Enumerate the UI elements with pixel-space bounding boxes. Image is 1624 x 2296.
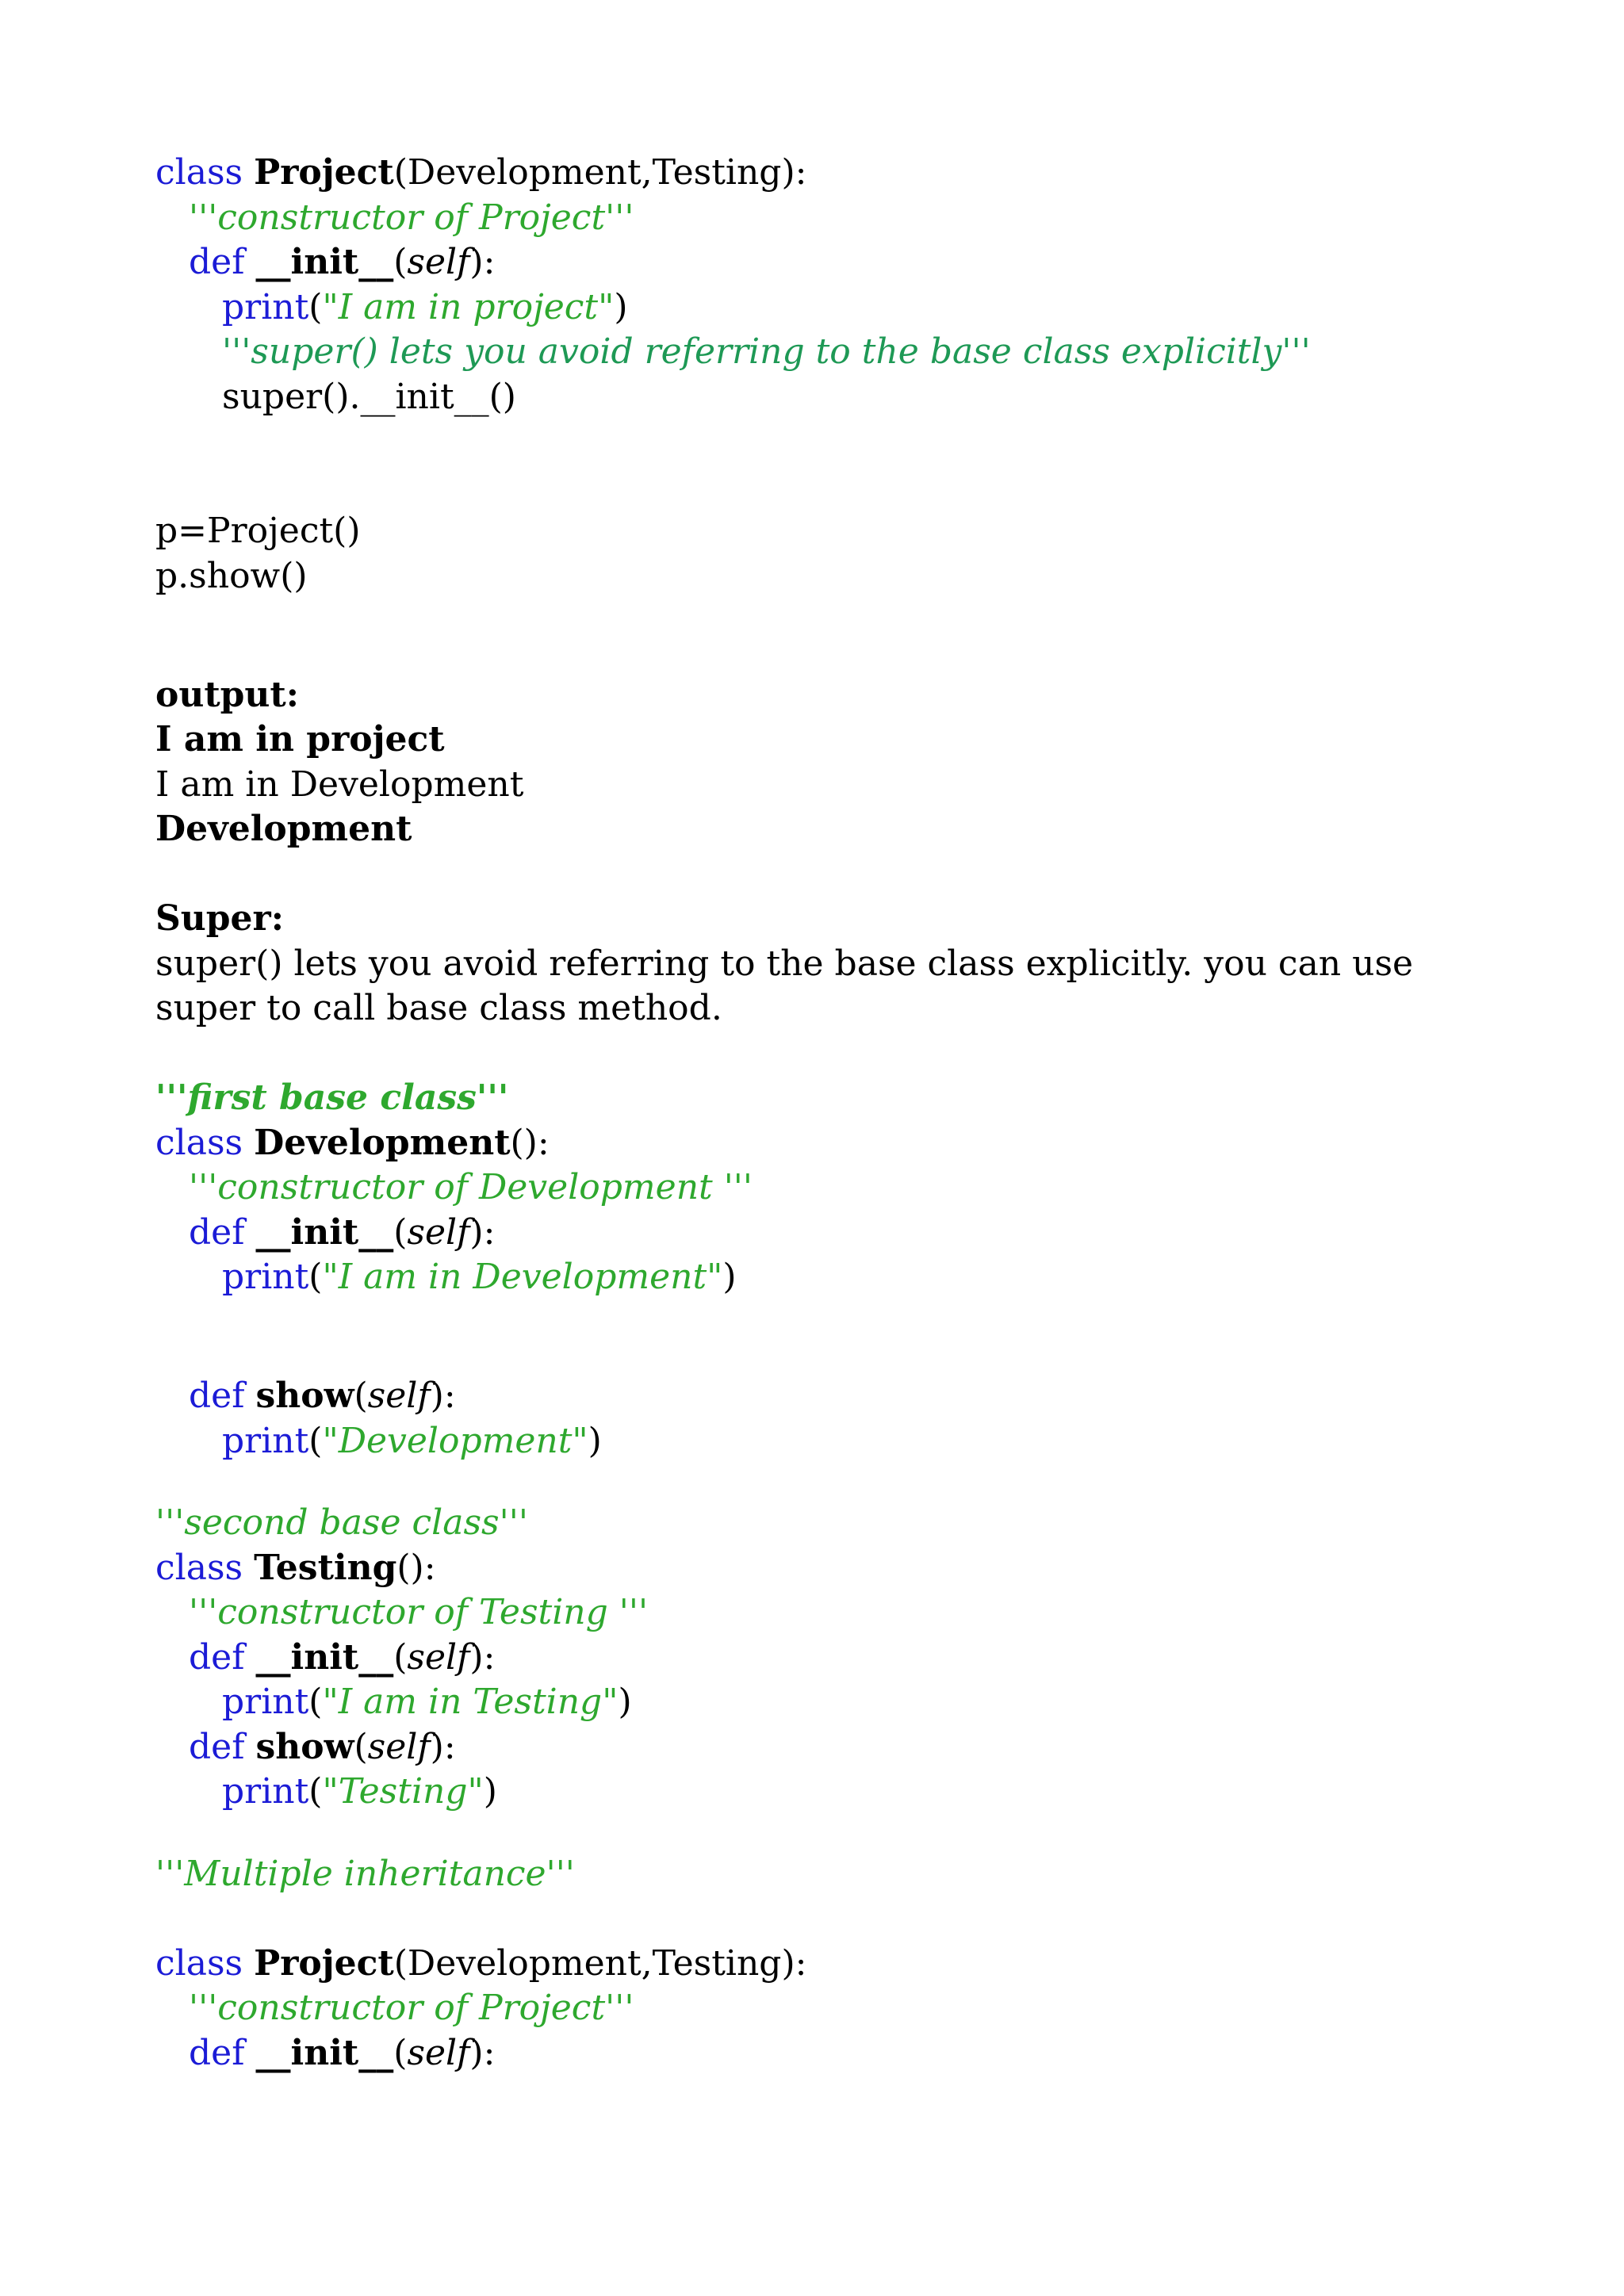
spacer	[155, 599, 1503, 644]
method-name: __init__	[255, 1636, 394, 1678]
paren: )	[618, 1682, 632, 1722]
paren: (	[308, 286, 323, 327]
paren: ):	[430, 1726, 456, 1767]
code-line-docstring	[155, 1986, 1503, 2031]
keyword-class: class	[155, 1547, 243, 1588]
docstring: '''constructor of Development '''	[189, 1167, 753, 1207]
method-name: show	[255, 1376, 354, 1416]
code-line-def-init	[155, 2031, 1503, 2076]
paren: (	[393, 242, 408, 282]
comment: '''first base class'''	[155, 1077, 509, 1118]
spacer	[155, 465, 1503, 510]
keyword-def: def	[189, 1211, 245, 1253]
paren: (	[354, 1726, 368, 1767]
keyword-class: class	[155, 152, 243, 193]
code-line-def-init	[155, 240, 1503, 285]
spacer	[155, 1300, 1503, 1345]
super-paragraph: super() lets you avoid referring to the base class explicitly. you can use super to call base class method.	[155, 943, 1414, 1028]
code-line-print	[155, 1680, 1503, 1725]
code-line-super-doc	[155, 330, 1503, 375]
paren: (	[393, 2032, 408, 2073]
paren: )	[614, 286, 628, 327]
self-arg: self	[407, 1211, 470, 1253]
keyword-def: def	[189, 2032, 245, 2073]
keyword-print: print	[222, 1257, 309, 1297]
class-name: Project	[254, 152, 394, 193]
code-line-super-call	[155, 375, 1503, 420]
keyword-print: print	[222, 1682, 309, 1722]
string-literal: "I am in Development"	[322, 1257, 723, 1297]
code-line-instantiate	[155, 509, 1503, 554]
spacer	[155, 644, 1503, 673]
output-line: Development	[155, 809, 412, 849]
self-arg: self	[367, 1376, 431, 1416]
method-name: show	[255, 1726, 354, 1767]
paren: ):	[469, 242, 496, 282]
paren: (	[308, 1771, 323, 1812]
keyword-print: print	[222, 1771, 309, 1812]
code-line-print	[155, 285, 1503, 331]
paren: ):	[469, 2032, 496, 2073]
code-line-class-testing	[155, 1546, 1503, 1591]
keyword-print: print	[222, 1420, 309, 1461]
self-arg: self	[367, 1726, 431, 1767]
spacer	[155, 1815, 1503, 1852]
code-line-class-development	[155, 1121, 1503, 1166]
code-comment-line	[155, 1852, 1503, 1897]
code-line-def-init	[155, 1211, 1503, 1256]
paren: (	[308, 1420, 323, 1461]
string-literal: "Testing"	[322, 1771, 484, 1812]
super-heading: Super:	[155, 898, 284, 939]
comment: '''Multiple inheritance'''	[155, 1853, 575, 1894]
keyword-def: def	[189, 1376, 245, 1416]
docstring: '''constructor of Project'''	[189, 1988, 634, 2028]
self-arg: self	[407, 242, 470, 282]
spacer	[155, 852, 1503, 897]
paren: ):	[430, 1376, 456, 1416]
code-comment-line	[155, 1076, 1503, 1121]
spacer	[155, 1031, 1503, 1077]
self-arg: self	[407, 2032, 470, 2073]
code-line-print	[155, 1255, 1503, 1300]
code-line-def-show	[155, 1374, 1503, 1419]
docstring: '''super() lets you avoid referring to the base class explicitly'''	[222, 331, 1311, 372]
method-name: __init__	[255, 2032, 394, 2073]
class-name: Development	[254, 1122, 511, 1163]
code-line-def-init	[155, 1636, 1503, 1681]
class-tail: ():	[510, 1122, 550, 1163]
class-tail: ():	[396, 1547, 436, 1588]
string-literal: "I am in project"	[322, 286, 615, 327]
class-bases: (Development,Testing):	[393, 1942, 807, 1984]
code-line-docstring	[155, 196, 1503, 241]
spacer	[155, 1345, 1503, 1374]
string-literal: "Development"	[322, 1420, 588, 1461]
class-bases: (Development,Testing):	[393, 152, 807, 193]
class-name: Testing	[254, 1547, 397, 1588]
code-line-def-show	[155, 1725, 1503, 1770]
usage-line: p.show()	[155, 555, 308, 596]
keyword-def: def	[189, 242, 245, 282]
paren: ):	[469, 1211, 496, 1253]
method-name: __init__	[255, 242, 394, 282]
paren: (	[308, 1257, 323, 1297]
self-arg: self	[407, 1636, 470, 1678]
paren: )	[588, 1420, 602, 1461]
class-name: Project	[254, 1942, 394, 1984]
code-comment-line	[155, 1501, 1503, 1546]
usage-line: p=Project()	[155, 511, 361, 551]
super-call: super().__init__()	[222, 376, 516, 417]
spacer	[155, 419, 1503, 465]
docstring: '''constructor of Project'''	[189, 197, 634, 238]
spacer	[155, 1464, 1503, 1501]
method-name: __init__	[255, 1211, 394, 1253]
keyword-class: class	[155, 1942, 243, 1984]
output-line: I am in Development	[155, 763, 524, 805]
paren: (	[393, 1211, 408, 1253]
spacer	[155, 1896, 1503, 1942]
docstring: '''constructor of Testing '''	[189, 1592, 649, 1632]
code-line-print	[155, 1770, 1503, 1815]
code-line-show-call	[155, 554, 1503, 599]
paren: )	[722, 1257, 737, 1297]
code-line-docstring	[155, 1590, 1503, 1636]
output-line: I am in project	[155, 719, 445, 760]
paren: )	[483, 1771, 497, 1812]
keyword-print: print	[222, 286, 309, 327]
keyword-def: def	[189, 1726, 245, 1767]
code-line-class-project	[155, 151, 1503, 196]
code-line-docstring	[155, 1165, 1503, 1211]
document-content	[155, 151, 1503, 2076]
code-line-class-project	[155, 1942, 1503, 1987]
output-heading: output:	[155, 674, 299, 715]
string-literal: "I am in Testing"	[322, 1682, 619, 1722]
paren: ):	[469, 1636, 496, 1678]
paren: (	[308, 1682, 323, 1722]
paren: (	[393, 1636, 408, 1678]
keyword-def: def	[189, 1636, 245, 1678]
paren: (	[354, 1376, 368, 1416]
keyword-class: class	[155, 1122, 243, 1163]
code-line-print	[155, 1419, 1503, 1464]
comment: '''second base class'''	[155, 1502, 528, 1543]
